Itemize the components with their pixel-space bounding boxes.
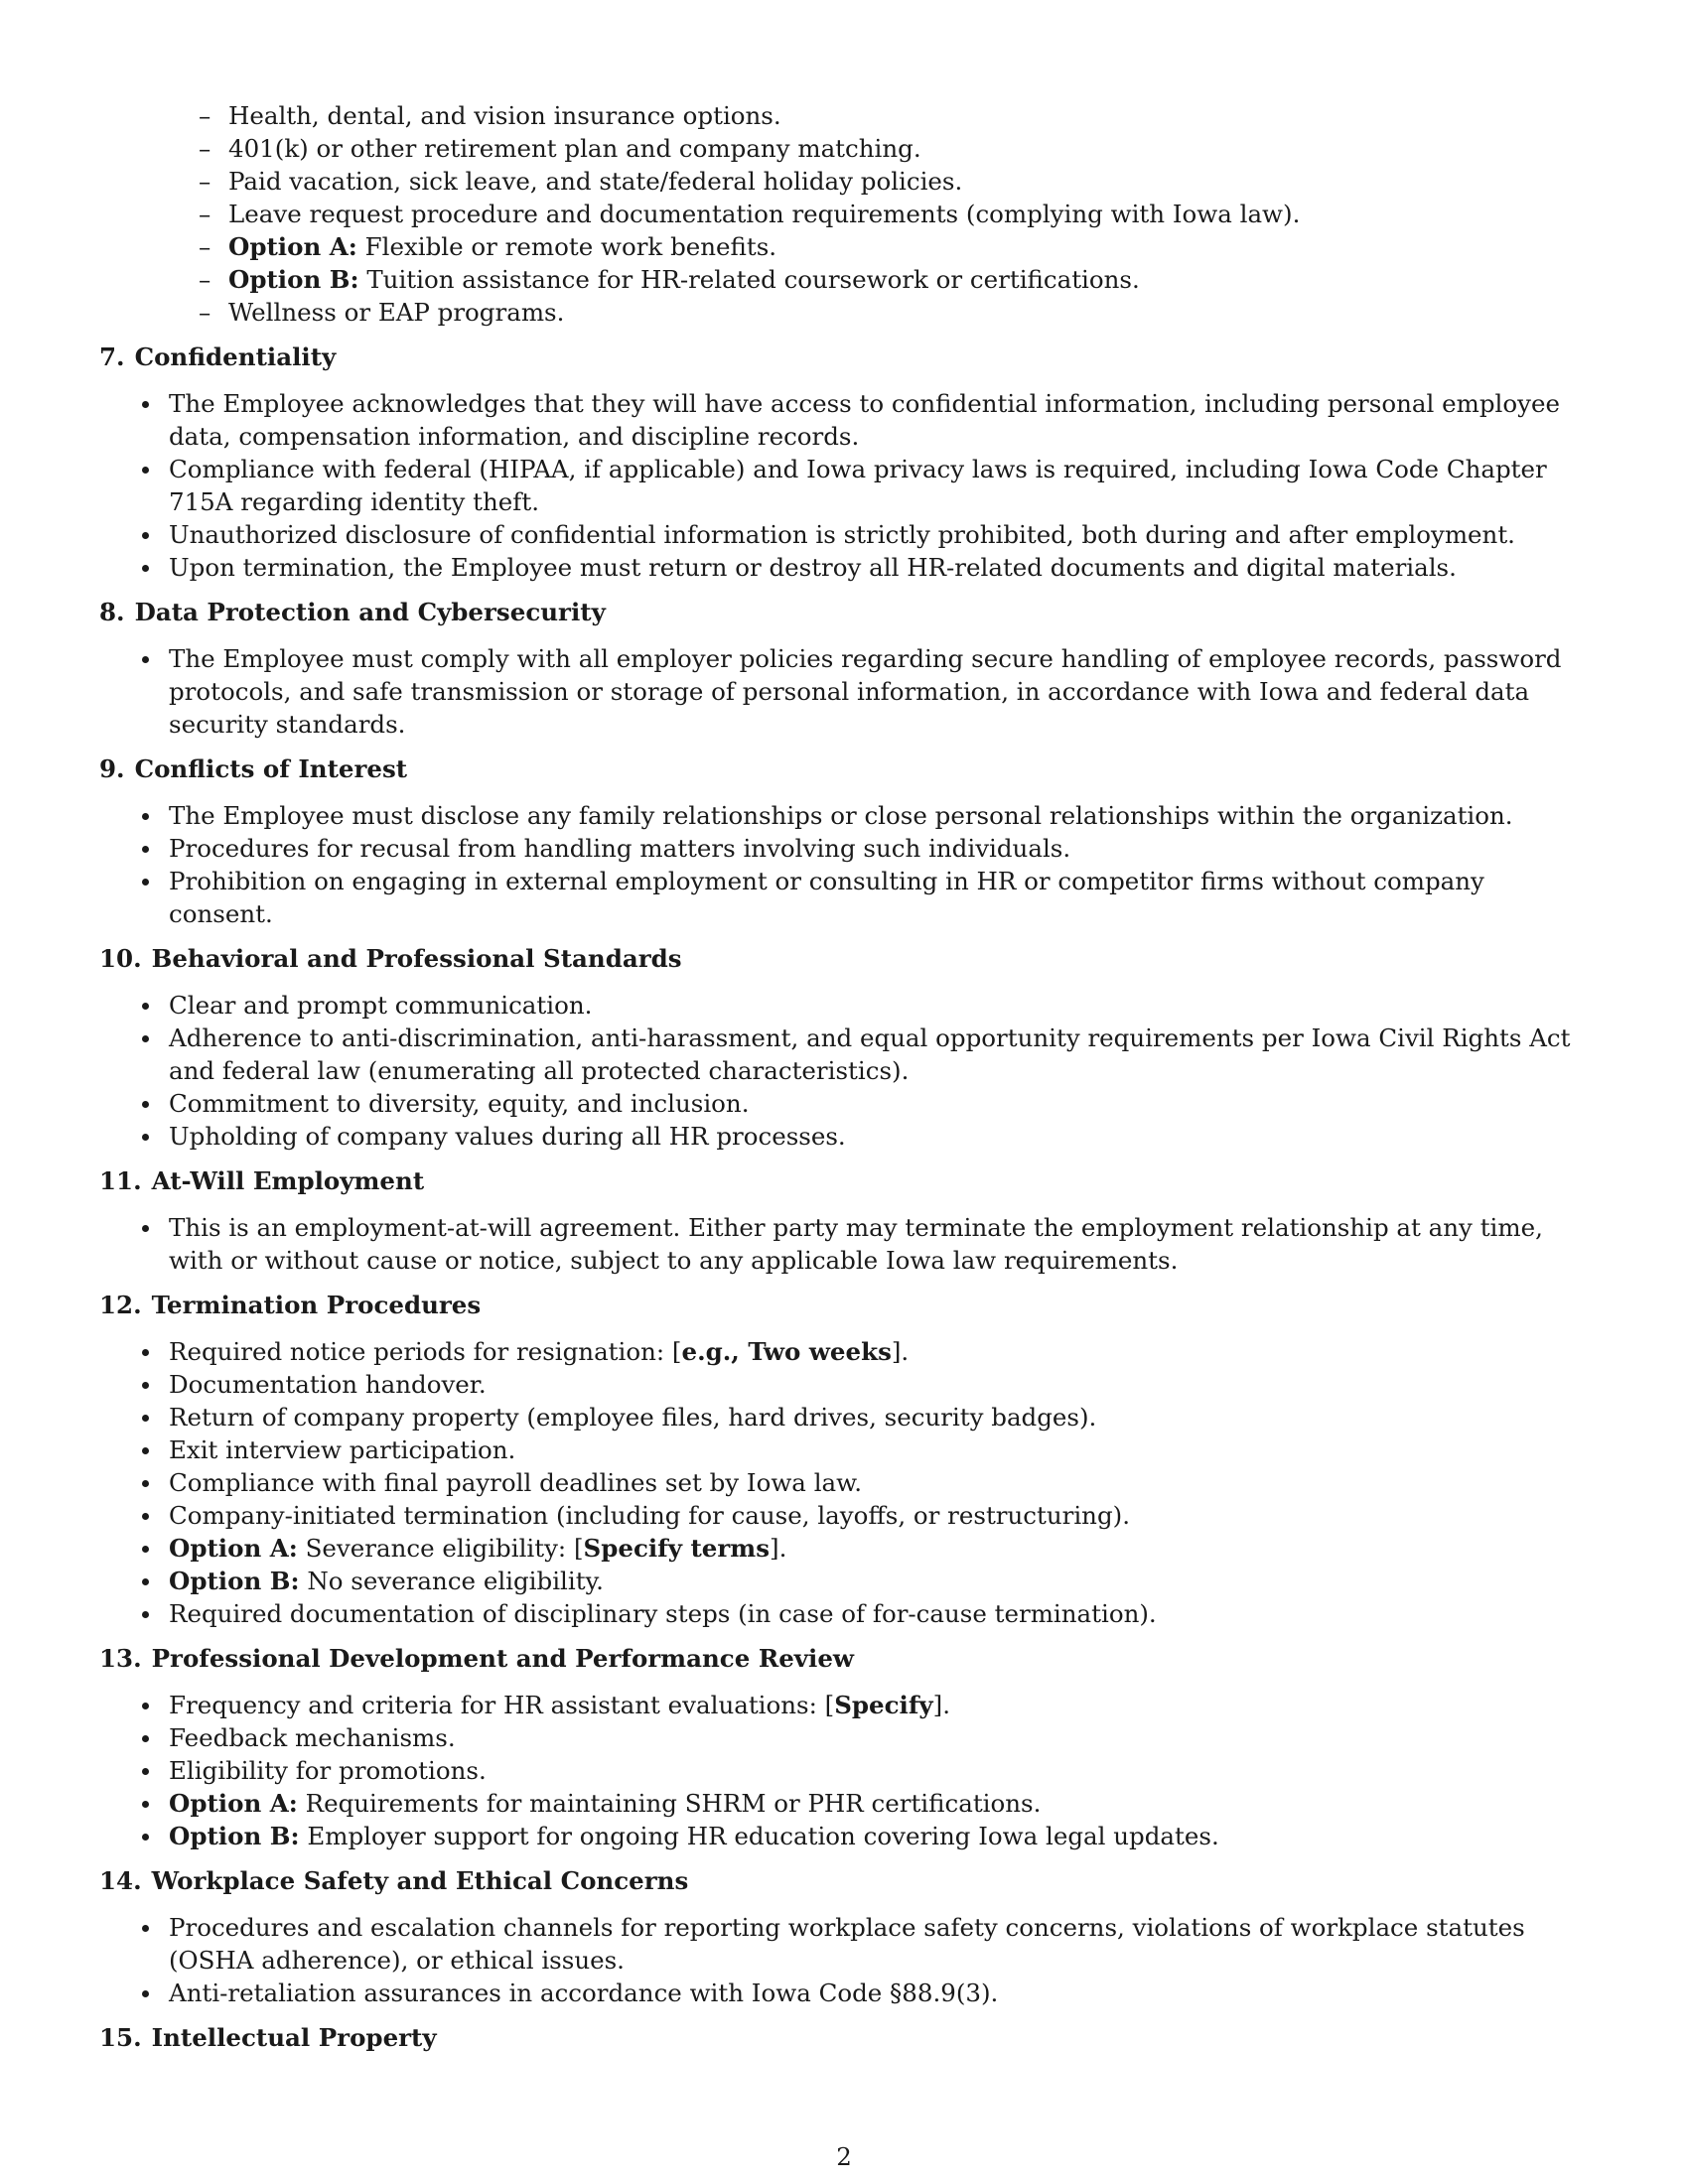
section (99, 2021, 1594, 2054)
section-title: Professional Development and Performance Review (151, 1644, 855, 1673)
item-text: Eligibility for promotions. (169, 1756, 487, 1785)
section (99, 942, 1594, 1153)
section-title: Conflicts of Interest (134, 754, 408, 783)
bullet-item (99, 1754, 1594, 1787)
item-text: Anti-retaliation assurances in accordance with Iowa Code §88.9(3). (169, 1979, 999, 2007)
bullet-item (99, 1022, 1594, 1087)
item-text: Return of company property (employee files, hard drives, security badges). (169, 1403, 1097, 1432)
bullet-item (99, 1911, 1594, 1977)
section (99, 1642, 1594, 1852)
option-label: Option B: (169, 1822, 300, 1850)
section (99, 1289, 1594, 1630)
item-text: Procedures for recusal from handling matters involving such individuals. (169, 834, 1071, 863)
bullet-item (99, 1597, 1594, 1630)
bullet-item (99, 1120, 1594, 1153)
bullet-item (99, 832, 1594, 865)
bullet-item (99, 1532, 1594, 1565)
bullet-item (99, 1499, 1594, 1532)
item-text: Prohibition on engaging in external employment or consulting in HR or competitor firms without company consent. (169, 867, 1484, 928)
item-text: Compliance with final payroll deadlines set by Iowa law. (169, 1468, 862, 1497)
dash-list-item (99, 198, 1594, 230)
section-number: 7. (99, 342, 125, 371)
placeholder-text: Specify terms (583, 1534, 771, 1563)
item-text: No severance eligibility. (299, 1567, 604, 1595)
section-number: 12. (99, 1291, 142, 1319)
item-text: Severance eligibility: [ (297, 1534, 584, 1563)
item-text-end: ]. (770, 1534, 787, 1563)
item-text-end: ]. (932, 1691, 950, 1719)
section-title: Termination Procedures (151, 1291, 482, 1319)
bullet-item (99, 1087, 1594, 1120)
bullet-item (99, 1721, 1594, 1754)
sections-container (99, 341, 1594, 2054)
section-title: At-Will Employment (151, 1166, 425, 1195)
bullet-item (99, 1211, 1594, 1277)
item-text: Procedures and escalation channels for reporting workplace safety concerns, violations of workplace statutes (OSHA adherence), or ethical issues. (169, 1913, 1525, 1975)
item-text: Wellness or EAP programs. (228, 298, 565, 327)
item-text: Clear and prompt communication. (169, 991, 593, 1020)
item-text: Tuition assistance for HR-related coursework or certifications. (358, 265, 1140, 294)
bullet-item (99, 1565, 1594, 1597)
benefits-dash-list (99, 99, 1594, 329)
section-title: Workplace Safety and Ethical Concerns (151, 1866, 689, 1895)
item-text: Required documentation of disciplinary steps (in case of for-cause termination). (169, 1599, 1157, 1628)
item-text: Unauthorized disclosure of confidential information is strictly prohibited, both during and after employment. (169, 520, 1515, 549)
item-text: Employer support for ongoing HR education covering Iowa legal updates. (299, 1822, 1219, 1850)
section-number: 15. (99, 2023, 142, 2052)
item-text: Feedback mechanisms. (169, 1723, 456, 1752)
section-title: Data Protection and Cybersecurity (134, 598, 606, 626)
bullet-item (99, 642, 1594, 741)
page-number: 2 (836, 2142, 852, 2171)
dash-list-item (99, 99, 1594, 132)
item-text: Documentation handover. (169, 1370, 487, 1399)
bullet-list (99, 642, 1594, 741)
section-heading (99, 1289, 1594, 1321)
dash-list-item (99, 230, 1594, 263)
dash-list-item (99, 263, 1594, 296)
bullet-item (99, 1689, 1594, 1721)
section-title: Behavioral and Professional Standards (151, 944, 682, 973)
bullet-list (99, 387, 1594, 584)
bullet-item (99, 551, 1594, 584)
section (99, 752, 1594, 930)
item-text-end: ]. (891, 1337, 910, 1366)
placeholder-text: e.g., Two weeks (681, 1337, 892, 1366)
bullet-list (99, 1689, 1594, 1852)
section (99, 341, 1594, 584)
item-text: Health, dental, and vision insurance options. (228, 101, 781, 130)
section-number: 8. (99, 598, 125, 626)
item-text: The Employee acknowledges that they will have access to confidential information, including personal employee data, compensation information, and discipline records. (169, 389, 1560, 451)
item-text: Adherence to anti-discrimination, anti-harassment, and equal opportunity requirements per Iowa Civil Rights Act and federal law (enumerating all protected characteristics). (169, 1024, 1571, 1085)
item-text: Required notice periods for resignation: [ (169, 1337, 682, 1366)
document-body (99, 99, 1594, 2068)
item-text: Leave request procedure and documentation requirements (complying with Iowa law). (228, 200, 1301, 228)
bullet-list (99, 1911, 1594, 2009)
bullet-item (99, 1335, 1594, 1368)
bullet-item (99, 453, 1594, 518)
placeholder-text: Specify (834, 1691, 933, 1719)
item-text: Frequency and criteria for HR assistant evaluations: [ (169, 1691, 835, 1719)
option-label: Option B: (228, 265, 359, 294)
option-label: Option A: (228, 232, 357, 261)
item-text: The Employee must disclose any family relationships or close personal relationships within the organization. (169, 801, 1513, 830)
option-label: Option A: (169, 1534, 298, 1563)
section-number: 9. (99, 754, 125, 783)
section-number: 10. (99, 944, 142, 973)
section-heading (99, 1164, 1594, 1197)
bullet-item (99, 518, 1594, 551)
section (99, 596, 1594, 741)
section-heading (99, 341, 1594, 373)
option-label: Option A: (169, 1789, 298, 1818)
item-text: This is an employment-at-will agreement. Either party may terminate the employment relationship at any time, with or without cause or notice, subject to any applicable Iowa law requirements. (169, 1213, 1543, 1275)
bullet-item (99, 1401, 1594, 1433)
section-number: 14. (99, 1866, 142, 1895)
item-text: Paid vacation, sick leave, and state/federal holiday policies. (228, 167, 963, 196)
section-heading (99, 2021, 1594, 2054)
bullet-item (99, 1368, 1594, 1401)
item-text: Upholding of company values during all HR processes. (169, 1122, 846, 1151)
section-heading (99, 942, 1594, 975)
section-title: Confidentiality (134, 342, 337, 371)
bullet-item (99, 1820, 1594, 1852)
bullet-item (99, 1433, 1594, 1466)
section (99, 1864, 1594, 2009)
bullet-item (99, 387, 1594, 453)
bullet-item (99, 799, 1594, 832)
bullet-list (99, 1335, 1594, 1630)
bullet-item (99, 989, 1594, 1022)
section (99, 1164, 1594, 1277)
bullet-item (99, 1977, 1594, 2009)
item-text: Exit interview participation. (169, 1435, 516, 1464)
item-text: Flexible or remote work benefits. (356, 232, 777, 261)
item-text: The Employee must comply with all employer policies regarding secure handling of employee records, password protocols, and safe transmission or storage of personal information, in accordance with Iowa and federal data security standards. (169, 644, 1562, 739)
bullet-item (99, 1466, 1594, 1499)
bullet-list (99, 799, 1594, 930)
item-text: Requirements for maintaining SHRM or PHR certifications. (297, 1789, 1042, 1818)
item-text: Commitment to diversity, equity, and inclusion. (169, 1089, 750, 1118)
bullet-list (99, 1211, 1594, 1277)
option-label: Option B: (169, 1567, 300, 1595)
bullet-list (99, 989, 1594, 1153)
section-heading (99, 1864, 1594, 1897)
bullet-item (99, 865, 1594, 930)
dash-list-item (99, 296, 1594, 329)
dash-list-item (99, 165, 1594, 198)
section-heading (99, 752, 1594, 785)
section-number: 11. (99, 1166, 142, 1195)
item-text: Upon termination, the Employee must return or destroy all HR-related documents and digital materials. (169, 553, 1457, 582)
bullet-item (99, 1787, 1594, 1820)
item-text: 401(k) or other retirement plan and company matching. (228, 134, 921, 163)
section-heading (99, 1642, 1594, 1675)
section-number: 13. (99, 1644, 142, 1673)
section-title: Intellectual Property (151, 2023, 437, 2052)
section-heading (99, 596, 1594, 628)
item-text: Compliance with federal (HIPAA, if applicable) and Iowa privacy laws is required, including Iowa Code Chapter 715A regarding identity theft. (169, 455, 1547, 516)
item-text: Company-initiated termination (including for cause, layoffs, or restructuring). (169, 1501, 1130, 1530)
dash-list-item (99, 132, 1594, 165)
